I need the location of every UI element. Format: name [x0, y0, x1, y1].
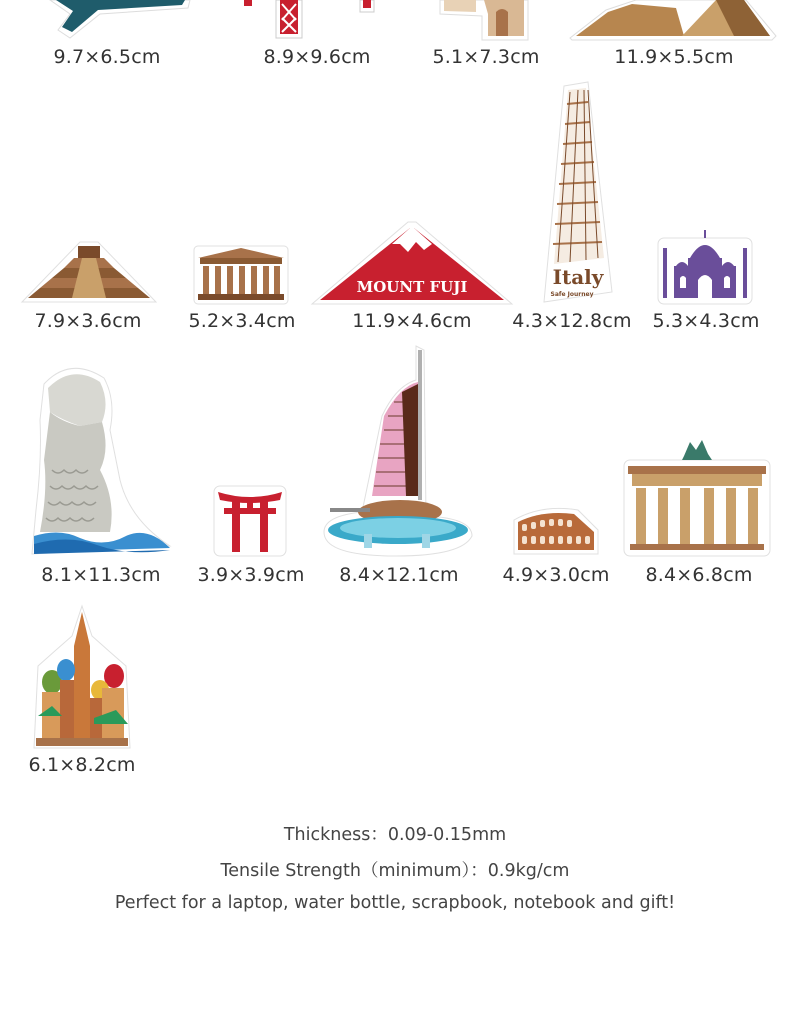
sticker-taj-mahal [658, 228, 752, 304]
fuji-label: MOUNT FUJI [356, 278, 468, 296]
sticker-merlion [30, 360, 172, 556]
sticker-leaning-tower-pisa [540, 82, 616, 304]
size-label: 5.1×7.3cm [432, 46, 540, 68]
italy-subtitle: Safe Journey [550, 291, 594, 298]
size-label: 8.4×6.8cm [645, 564, 753, 586]
size-label: 4.3×12.8cm [512, 310, 632, 332]
size-label: 8.1×11.3cm [41, 564, 161, 586]
size-label: 3.9×3.9cm [197, 564, 305, 586]
sticker-colosseum [512, 504, 600, 556]
sticker-parthenon [194, 244, 288, 304]
size-label: 5.2×3.4cm [188, 310, 296, 332]
size-label: 7.9×3.6cm [34, 310, 142, 332]
sticker-burj-al-arab [322, 346, 472, 556]
spec-thickness: Thickness：0.09-0.15mm [283, 825, 507, 845]
size-label: 8.4×12.1cm [339, 564, 459, 586]
italy-label: Italy [552, 265, 604, 289]
size-label: 8.9×9.6cm [263, 46, 371, 68]
size-label: 6.1×8.2cm [28, 754, 136, 776]
sticker-beige-building [436, 0, 536, 42]
sticker-torii-gate [214, 486, 286, 556]
size-label: 11.9×5.5cm [614, 46, 734, 68]
size-label: 11.9×4.6cm [352, 310, 472, 332]
size-label: 9.7×6.5cm [53, 46, 161, 68]
size-label: 5.3×4.3cm [652, 310, 760, 332]
sticker-brandenburg-gate [624, 436, 770, 556]
sticker-st-basils-cathedral [30, 606, 134, 750]
sticker-chichen-itza [20, 238, 158, 304]
spec-usage: Perfect for a laptop, water bottle, scrapbook, notebook and gift! [114, 893, 676, 913]
sticker-sphinx-pyramid [566, 0, 780, 42]
spec-tensile-strength: Tensile Strength（minimum）：0.9kg/cm [220, 861, 570, 881]
sticker-teal-landmark [40, 0, 200, 40]
sticker-red-tower [238, 0, 388, 40]
size-label: 4.9×3.0cm [502, 564, 610, 586]
sticker-mount-fuji [312, 222, 512, 306]
